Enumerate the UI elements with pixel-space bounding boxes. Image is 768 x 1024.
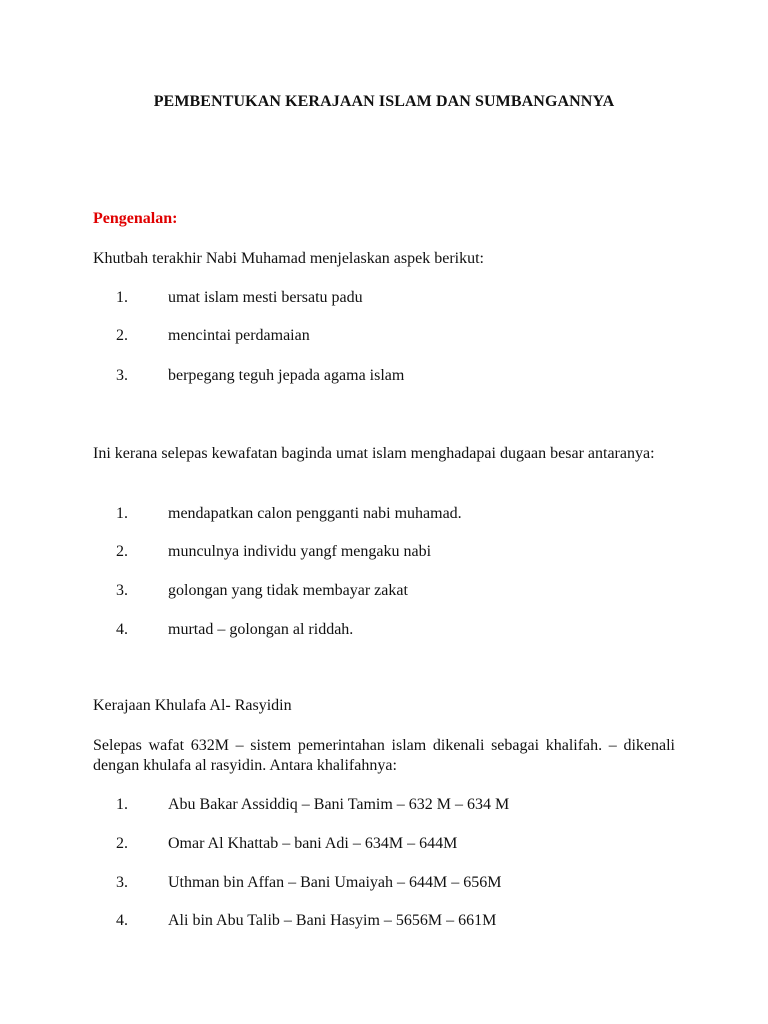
intro-lead: Khutbah terakhir Nabi Muhamad menjelaskan aspek berikut: [93,250,484,267]
challenges-list-item [0,542,768,562]
challenges-list-item [0,581,768,601]
intro-list-item [0,366,768,386]
list-number: 2. [116,835,128,852]
intro-list-item [0,326,768,346]
list-number: 2. [116,543,128,560]
challenges-list-item [0,620,768,640]
khalifah-list-item [0,795,768,815]
list-text: Ali bin Abu Talib – Bani Hasyim – 5656M – 661M [168,912,497,929]
list-number: 3. [116,874,128,891]
list-text: golongan yang tidak membayar zakat [168,582,408,599]
list-number: 3. [116,582,128,599]
list-number: 1. [116,505,128,522]
list-text: Uthman bin Affan – Bani Umaiyah – 644M – 656M [168,874,502,891]
list-number: 3. [116,367,128,384]
list-number: 1. [116,796,128,813]
khulafa-heading: Kerajaan Khulafa Al- Rasyidin [93,697,292,714]
list-text: mendapatkan calon pengganti nabi muhamad. [168,505,462,522]
list-text: umat islam mesti bersatu padu [168,289,363,306]
intro-list-item [0,288,768,308]
list-number: 2. [116,327,128,344]
khalifah-list-item [0,873,768,893]
khalifah-list-item [0,834,768,854]
intro-heading: Pengenalan: [93,210,178,227]
list-text: munculnya individu yangf mengaku nabi [168,543,432,560]
khalifah-list-item [0,911,768,931]
list-text: Omar Al Khattab – bani Adi – 634M – 644M [168,835,458,852]
list-text: Abu Bakar Assiddiq – Bani Tamim – 632 M – 634 M [168,796,510,813]
list-text: mencintai perdamaian [168,327,310,344]
khulafa-paragraph: Selepas wafat 632M – sistem pemerintahan islam dikenali sebagai khalifah. – dikenali dengan khulafa al rasyidin. Antara khalifahnya: [93,737,675,774]
list-number: 4. [116,621,128,638]
list-number: 1. [116,289,128,306]
document-title: PEMBENTUKAN KERAJAAN ISLAM DAN SUMBANGANNYA [153,93,615,110]
list-text: murtad – golongan al riddah. [168,621,354,638]
list-text: berpegang teguh jepada agama islam [168,367,405,384]
list-number: 4. [116,912,128,929]
challenges-paragraph: Ini kerana selepas kewafatan baginda umat islam menghadapai dugaan besar antaranya: [93,445,655,462]
challenges-list-item [0,504,768,524]
